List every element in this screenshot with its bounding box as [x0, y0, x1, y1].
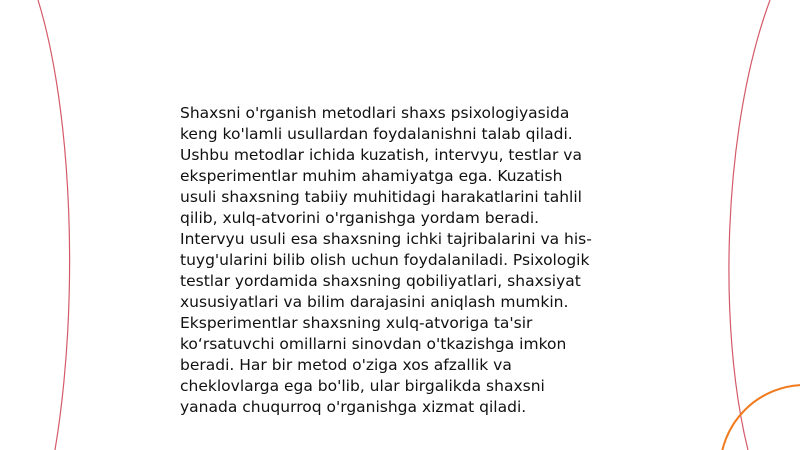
orange-circle-arc [720, 385, 800, 450]
body-line: tuyg'ularini bilib olish uchun foydalaniladi. Psixologik [180, 251, 590, 269]
body-line: yanada chuqurroq o'rganishga xizmat qiladi. [180, 398, 527, 416]
body-line: beradi. Har bir metod o'ziga xos afzallik va [180, 356, 512, 374]
body-line: usuli shaxsning tabiiy muhitidagi harakatlarini tahlil [180, 188, 582, 206]
body-line: ko‘rsatuvchi omillarni sinovdan o'tkazishga imkon [180, 335, 567, 353]
body-line: qilib, xulq-atvorini o'rganishga yordam beradi. [180, 209, 540, 227]
left-curve [38, 0, 70, 450]
body-line: xususiyatlari va bilim darajasini aniqlash mumkin. [180, 293, 569, 311]
body-line: Ushbu metodlar ichida kuzatish, intervyu, testlar va [180, 146, 582, 164]
body-line: Intervyu usuli esa shaxsning ichki tajribalarini va his- [180, 230, 592, 248]
body-line: eksperimentlar muhim ahamiyatga ega. Kuzatish [180, 167, 563, 185]
body-line: keng ko'lamli usullardan foydalanishni talab qiladi. [180, 125, 573, 143]
body-line: Eksperimentlar shaxsning xulq-atvoriga ta'sir [180, 314, 533, 332]
body-text [180, 103, 620, 418]
body-line: Shaxsni o'rganish metodlari shaxs psixologiyasida [180, 104, 570, 122]
body-line: testlar yordamida shaxsning qobiliyatlari, shaxsiyat [180, 272, 581, 290]
body-line: cheklovlarga ega bo'lib, ular birgalikda shaxsni [180, 377, 545, 395]
right-curve [729, 0, 770, 450]
